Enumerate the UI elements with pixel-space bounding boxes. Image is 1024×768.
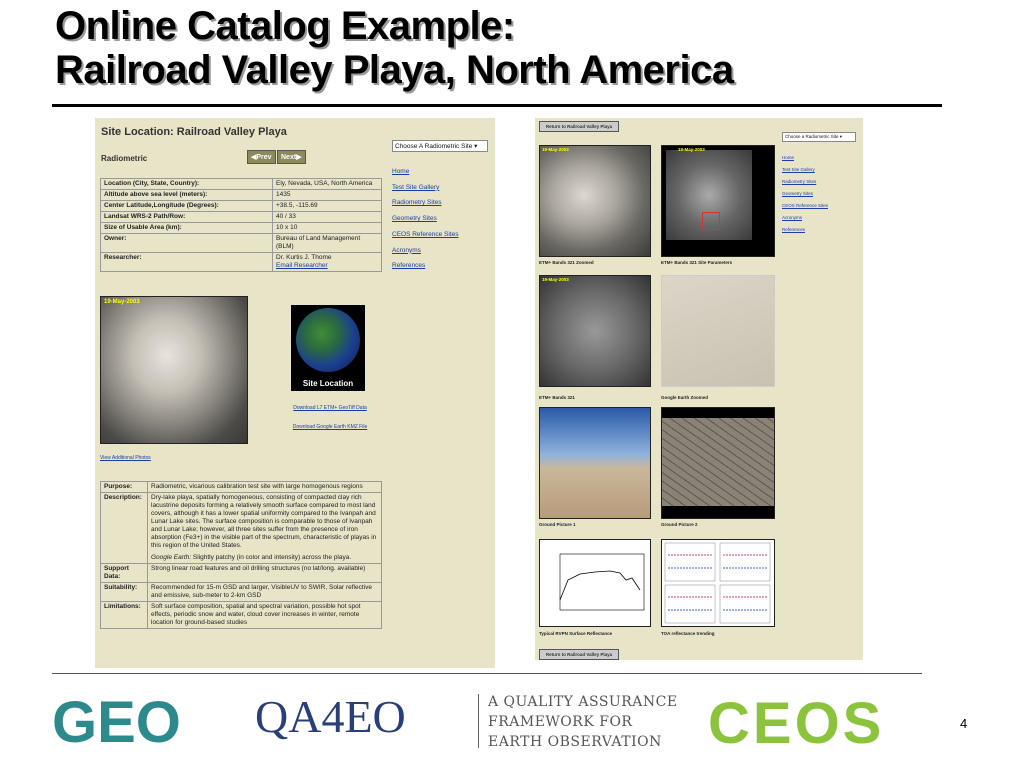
- table-row: Landsat WRS-2 Path/Row: 40 / 33: [101, 212, 382, 223]
- slide-title-line1: Online Catalog Example:: [55, 4, 515, 48]
- radiometric-site-select[interactable]: Choose A Radiometric Site ▾: [392, 140, 488, 152]
- caption-1: ETM+ Bands 321 Zoomed: [539, 260, 594, 265]
- page-number: 4: [960, 716, 968, 731]
- download-geotiff-link[interactable]: Download L7 ETM+ GeoTiff Data: [293, 405, 367, 411]
- table-row: Limitations: Soft surface composition, spatial and spectral variation, possible hot spot effects, periodic snow and water, cloud cover increases in winter, remote location for ground-based studies: [101, 602, 382, 629]
- geo-logo-text: GEO: [52, 690, 181, 750]
- qa4eo-logo: QA4EO: [255, 691, 406, 742]
- table-row: Center Latitude,Longitude (Degrees): +38.5, -115.69: [101, 201, 382, 212]
- reflectance-curve-icon: [540, 540, 650, 626]
- next-button[interactable]: Next▶: [277, 150, 306, 164]
- image-date: 19-May-2003: [104, 299, 140, 305]
- view-photos-link[interactable]: View Additional Photos: [100, 455, 151, 461]
- thumb-ground-1[interactable]: [539, 407, 651, 519]
- site-info-table: [100, 178, 382, 272]
- site-location-globe[interactable]: [291, 305, 365, 391]
- caption-6: Ground Picture 2: [661, 522, 698, 527]
- table-row: Purpose: Radiometric, vicarious calibration test site with large homogenous regions: [101, 482, 382, 493]
- footer-divider: [52, 673, 922, 674]
- site-marker: [702, 212, 720, 230]
- satellite-image[interactable]: [100, 296, 248, 444]
- prev-label: Prev: [256, 154, 272, 161]
- trend-plots-icon: [662, 540, 774, 626]
- globe-icon: [296, 308, 360, 372]
- table-row: Location (City, State, Country): Ely, Nevada, USA, North America: [101, 179, 382, 190]
- gallery-ceos-link[interactable]: CEOS Reference Sites: [782, 203, 829, 208]
- thumb-toa-trending[interactable]: [661, 539, 775, 627]
- nav-references-link[interactable]: References: [392, 262, 426, 270]
- gallery-test-site-link[interactable]: Test Site Gallery: [782, 167, 815, 172]
- table-row: Support Data: Strong linear road features and oil drilling structures (no lat/long. available): [101, 564, 382, 583]
- site-description-table: [100, 481, 382, 629]
- qa4eo-divider: [478, 694, 479, 748]
- left-nav-links: [392, 164, 458, 274]
- ceos-logo: CEOS: [708, 691, 885, 756]
- download-kmz-link[interactable]: Download Google Earth KMZ File: [292, 424, 368, 430]
- return-button-top[interactable]: Return to Railroad Valley Playa: [539, 121, 619, 132]
- nav-gallery-link[interactable]: Test Site Gallery: [392, 183, 440, 191]
- gallery-acronyms-link[interactable]: Acronyms: [782, 215, 803, 220]
- caption-4: Google Earth Zoomed: [661, 395, 709, 400]
- table-row: Suitability: Recommended for 15-m GSD and larger, VisibleUV to SWIR, Solar reflective and emissive, sub-meter to 2-km GSD: [101, 583, 382, 602]
- site-location-panel: [95, 118, 495, 668]
- qa4eo-tagline: A QUALITY ASSURANCE FRAMEWORK FOR EARTH OBSERVATION: [488, 694, 678, 750]
- return-button-bottom[interactable]: Return to Railroad Valley Playa: [539, 649, 619, 660]
- site-header: Site Location: Railroad Valley Playa: [101, 126, 287, 138]
- caption-3: ETM+ Bands 321: [539, 395, 575, 400]
- site-location-label: Site Location: [302, 379, 354, 388]
- thumb-etm-params[interactable]: 19-May-2003: [661, 145, 775, 257]
- thumb-etm-zoomed[interactable]: 19-May-2003: [539, 145, 651, 257]
- thumb-etm-bands[interactable]: 19-May-2003: [539, 275, 651, 387]
- nav-ceos-link[interactable]: CEOS Reference Sites: [392, 230, 459, 238]
- gallery-references-link[interactable]: References: [782, 227, 806, 232]
- email-researcher-link[interactable]: Email Researcher: [276, 262, 328, 269]
- gallery-home-link[interactable]: Home: [782, 155, 795, 160]
- nav-home-link[interactable]: Home: [392, 168, 410, 175]
- nav-radiometry-link[interactable]: Radiometry Sites: [392, 199, 442, 207]
- thumb-ground-2[interactable]: [661, 407, 775, 519]
- thumb-reflectance-chart[interactable]: [539, 539, 651, 627]
- nav-acronyms-link[interactable]: Acronyms: [392, 246, 421, 254]
- prev-button[interactable]: ◀Prev: [247, 150, 276, 164]
- thumb-google-earth[interactable]: [661, 275, 775, 387]
- gallery-panel: [535, 118, 863, 660]
- caption-8: TOA reflectance trending: [661, 631, 715, 636]
- table-row: Owner: Bureau of Land Management (BLM): [101, 234, 382, 253]
- right-nav-links: [782, 152, 828, 236]
- gallery-geometry-link[interactable]: Geometry Sites: [782, 191, 814, 196]
- gallery-site-select[interactable]: Choose a Radiometric Site ▾: [782, 132, 856, 142]
- slide-title-line2: Railroad Valley Playa, North America: [55, 48, 734, 92]
- table-row: Altitude above sea level (meters): 1435: [101, 190, 382, 201]
- geo-logo: [52, 690, 212, 750]
- table-row: Description: Dry-lake playa, spatially homogeneous, consisting of compacted clay rich lacustrine deposits forming a relatively smooth surface compared to most land covers, although it has a lower spatial uniformity compared to the Ivanpah and Lunar Lake sites. The surface composition is comparable to those of Ivanpah and Lunar Lake; however, all three sites suffer from the presence of iron absorption (Fe3+) in the visible part of the spectrum, characteristic of playas in this region of the United States. Google Earth: Slightly patchy (in color and intensity) across the playa.: [101, 493, 382, 564]
- caption-2: ETM+ Bands 321 Site Parameters: [661, 260, 733, 265]
- table-row: Size of Usable Area (km): 10 x 10: [101, 223, 382, 234]
- table-row: Researcher: Dr. Kurtis J. Thome Email Researcher: [101, 253, 382, 272]
- category-label: Radiometric: [101, 154, 148, 163]
- next-label: Next: [281, 154, 297, 161]
- caption-5: Ground Picture 1: [539, 522, 576, 527]
- nav-geometry-link[interactable]: Geometry Sites: [392, 215, 437, 223]
- gallery-radiometry-link[interactable]: Radiometry Sites: [782, 179, 817, 184]
- title-underline: [52, 104, 942, 107]
- caption-7: Typical RVPN Surface Reflectance: [539, 631, 613, 636]
